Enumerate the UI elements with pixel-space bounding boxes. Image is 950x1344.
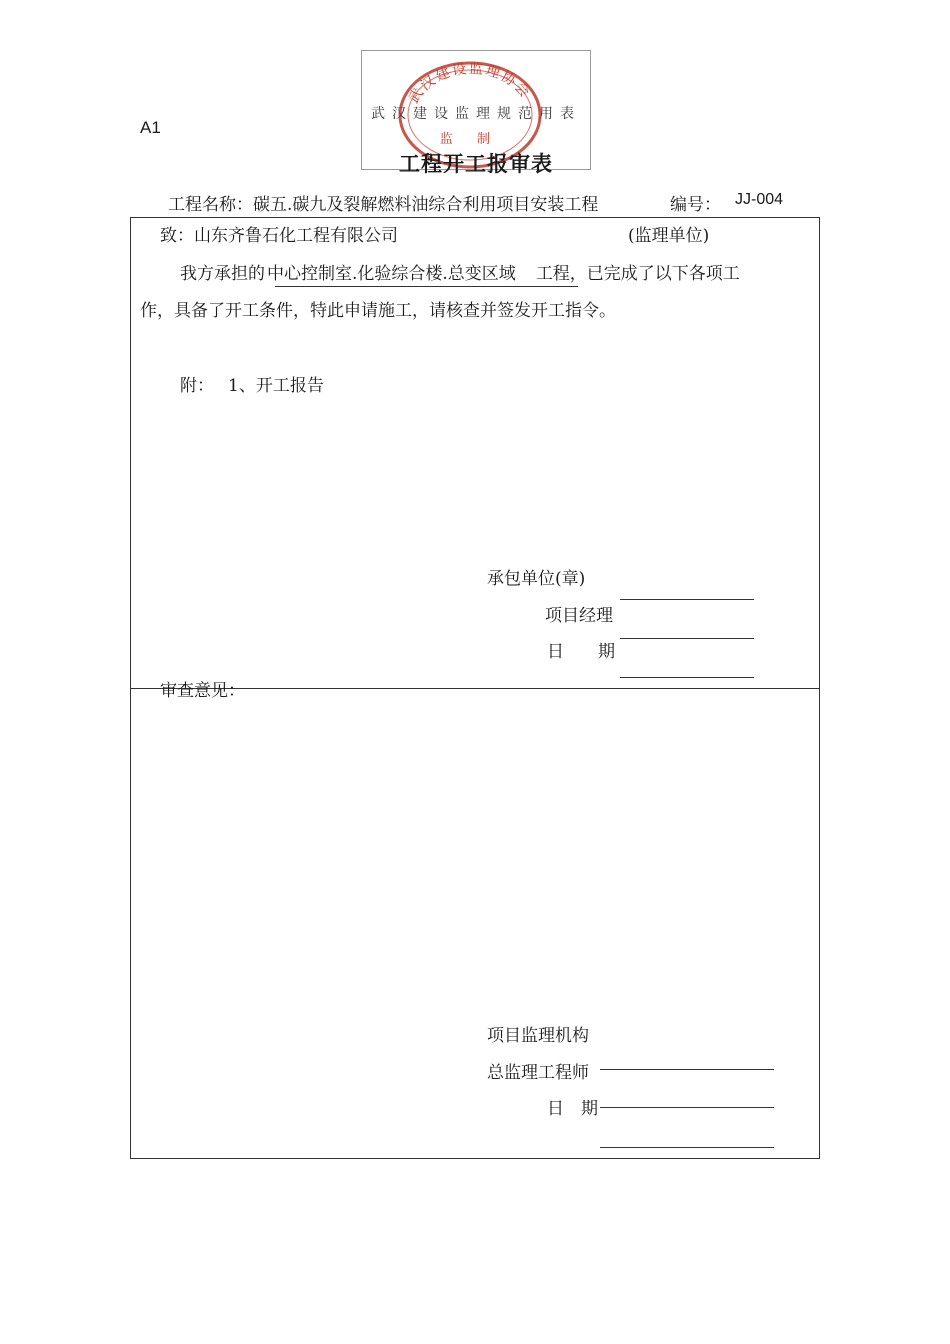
work-scope: 中心控制室.化验综合楼.总变区域	[267, 264, 516, 284]
project-manager-label: 项目经理	[545, 606, 613, 626]
addressee-role: (监理单位)	[628, 226, 710, 246]
project-number: JJ-004	[735, 191, 784, 208]
svg-text:监 制: 监 制	[439, 132, 501, 147]
attachment-label: 附：	[180, 376, 214, 396]
review-date-line-extra[interactable]	[600, 1147, 774, 1148]
chief-engineer-signature-line[interactable]	[600, 1069, 774, 1070]
intro-suffix: 工程，已完成了以下各项工	[535, 264, 740, 284]
application-date-line[interactable]	[620, 638, 754, 639]
form-code: A1	[140, 118, 161, 137]
chief-engineer-label: 总监理工程师	[487, 1063, 589, 1083]
application-date-line-extra[interactable]	[620, 677, 754, 678]
review-date-label: 日 期	[547, 1099, 598, 1119]
review-opinion-label: 审查意见：	[160, 681, 245, 701]
project-number-label: 编号：	[670, 195, 721, 215]
application-date-label: 日 期	[547, 642, 615, 662]
attachment-item: 1、开工报告	[228, 376, 324, 396]
application-body-line1	[180, 259, 740, 284]
review-date-line[interactable]	[600, 1107, 774, 1108]
project-manager-signature-line[interactable]	[620, 599, 754, 600]
work-scope-underline	[275, 286, 578, 287]
stamp-middle-text: 武汉建设监理规范用表	[371, 106, 581, 122]
contractor-unit-label: 承包单位(章)	[487, 569, 586, 589]
addressee: 致：山东齐鲁石化工程有限公司	[160, 226, 398, 246]
application-body-line2: 作，具备了开工条件，特此申请施工，请核查并签发开工指令。	[140, 301, 616, 321]
intro-prefix: 我方承担的	[180, 264, 265, 284]
supervision-org-label: 项目监理机构	[487, 1026, 589, 1046]
svg-text:武汉建设监理协会: 武汉建设监理协会	[405, 60, 534, 107]
form-title: 工程开工报审表	[399, 152, 553, 176]
project-name: 工程名称：碳五.碳九及裂解燃料油综合利用项目安装工程	[168, 195, 599, 215]
